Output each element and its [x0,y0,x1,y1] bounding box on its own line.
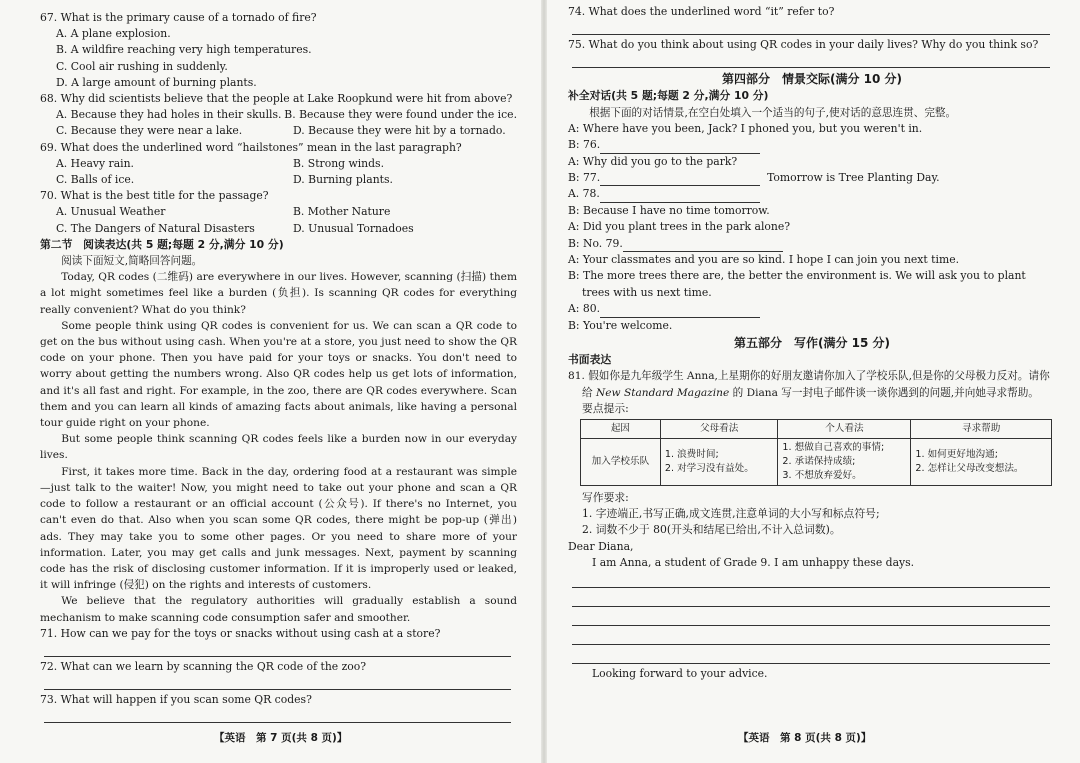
table-header: 起因 [581,419,661,438]
table-header: 寻求帮助 [911,419,1052,438]
question-81: 81. 假如你是九年级学生 Anna,上星期你的好朋友邀请你加入了学校乐队,但是你的父母极力反对。请你给 New Standard Magazine 的 Diana 写一封电子邮件谈一谈你遇到的问题,并向她寻求帮助。 [568,370,1050,399]
writing-line [572,647,1050,664]
part-4-subtitle: 补全对话(共 5 题;每题 2 分,满分 10 分) [568,89,769,103]
question-75: 75. What do you think about using QR codes in your daily lives? Why do you think so? [568,38,1039,52]
closing-sentence: Looking forward to your advice. [592,666,768,680]
option: B. Strong winds. [293,156,385,170]
requirements-label: 写作要求: [582,490,629,504]
answer-line [44,675,511,690]
dialogue-line: A: Your classmates and you are so kind. I hope I can join you next time. [568,253,960,267]
table-cell: 1. 想做自己喜欢的事情; 2. 承诺保持成绩; 3. 不想放弃爱好。 [778,438,911,485]
page-footer: 【英语 第 7 页(共 8 页)】 [214,732,348,744]
part-5-title: 第五部分 写作(满分 15 分) [733,336,891,351]
opening-sentence: I am Anna, a student of Grade 9. I am unhappy these days. [592,555,915,569]
writing-line [572,628,1050,645]
option: A. A plane explosion. [56,27,171,41]
question-71: 71. How can we pay for the toys or snacks without using cash at a store? [40,626,441,640]
option: D. Unusual Tornadoes [293,221,414,235]
answer-blank [623,239,783,252]
option: D. Burning plants. [293,173,393,187]
tips-label: 要点提示: [582,401,629,415]
option-row [40,221,517,237]
passage-paragraph: But some people think scanning QR codes feels like a burden now in our everyday lives. [40,433,517,462]
table-header: 父母看法 [660,419,778,438]
option: C. The Dangers of Natural Disasters [56,221,255,235]
passage-paragraph: We believe that the regulatory authorities will gradually establish a sound mechanism to make scanning code consumption safer and smoother. [40,595,517,624]
option-row [40,123,517,139]
answer-line [44,708,511,723]
part-5-subtitle: 书面表达 [568,353,612,367]
page-footer: 【英语 第 8 页(共 8 页)】 [738,732,872,744]
dialogue-line: B: Because I have no time tomorrow. [568,203,770,217]
question-69: 69. What does the underlined word “hailstones” mean in the last paragraph? [40,140,462,154]
option: B. Because they were found under the ice. [284,108,517,122]
part-4-title: 第四部分 情景交际(满分 10 分) [721,72,903,87]
option: C. Balls of ice. [56,173,135,187]
right-page [552,0,1080,763]
writing-line [572,609,1050,626]
option: C. Cool air rushing in suddenly. [56,59,228,73]
requirement: 1. 字迹端正,书写正确,成文连贯,注意单词的大小写和标点符号; [582,507,880,521]
tips-table [580,419,1052,486]
option: D. Because they were hit by a tornado. [293,124,506,138]
option: B. A wildfire reaching very high temperatures. [56,43,312,57]
passage-paragraph: Today, QR codes (二维码) are everywhere in our lives. However, scanning (扫描) them a lot might sometimes feel like a burden (负担). Is scanning QR codes for everything really convenient? What do you think? [40,271,517,316]
requirement: 2. 词数不少于 80(开头和结尾已给出,不计入总词数)。 [582,523,841,537]
answer-line [572,20,1050,35]
answer-blank [600,173,760,186]
question-73: 73. What will happen if you scan some QR codes? [40,693,312,707]
answer-line [44,642,511,657]
answer-blank [600,190,760,203]
question-72: 72. What can we learn by scanning the QR code of the zoo? [40,659,367,673]
question-68: 68. Why did scientists believe that the people at Lake Roopkund were hit from above? [40,92,513,106]
writing-line [572,571,1050,588]
table-cell: 加入学校乐队 [581,438,661,485]
option: D. A large amount of burning plants. [56,75,257,89]
option-row [40,172,517,188]
dialogue-line: A: Where have you been, Jack? I phoned you, but you weren't in. [568,121,923,135]
option-row [40,204,517,220]
option-row [40,156,517,172]
question-74: 74. What does the underlined word “it” refer to? [568,5,835,18]
answer-line [572,53,1050,68]
option: A. Unusual Weather [56,205,166,219]
option: C. Because they were near a lake. [56,124,243,138]
writing-line [572,590,1050,607]
salutation: Dear Diana, [568,539,634,553]
answer-blank [600,141,760,154]
passage-paragraph: First, it takes more time. Back in the day, ordering food at a restaurant was simple—just talk to the waiter! Now, you might need to take out your phone and scan a QR code to follow a restaurant or an official account (公众号). If there's no Internet, you can't even do that. Also when you scan some QR codes, there might be pop-up (弹出) ads. They may take you to some other pages. Or you need to share more of your information. Later, you may get calls and junk messages. Next, payment by scanning code has the risk of disclosing customer information. If it is improperly used or leaked, it will infringe (侵犯) on the rights and interests of customers. [40,465,517,592]
option: A. Because they had holes in their skulls. [56,108,282,122]
passage-paragraph: Some people think using QR codes is convenient for us. We can scan a QR code to get on the bus without using cash. When you're at a store, you just need to show the QR code on your phone. Then you have paid for your toys or snacks. You don't need to worry about getting the numbers wrong. Also QR codes help us get lots of information, and it's all fast and right. For example, in the zoo, there are QR codes everywhere. Scan them and you can learn all kinds of amazing facts about animals, like having a personal tour guide right on your phone. [40,319,517,430]
dialogue-line: B: No. 79. [568,236,1056,252]
dialogue-line: A: 80. [568,301,1056,317]
dialogue-line: A. 78. [568,186,1056,202]
dialogue-line: B: The more trees there are, the better the environment is. We will ask you to plant trees with us next time. [568,269,1026,299]
question-70: 70. What is the best title for the passage? [40,189,269,203]
option: A. Heavy rain. [56,156,134,170]
part-4-instruction: 根据下面的对话情景,在空白处填入一个适当的句子,使对话的意思连贯、完整。 [589,106,957,119]
answer-blank [600,305,760,318]
table-cell: 1. 浪费时间; 2. 对学习没有益处。 [660,438,778,485]
dialogue-line: B: You're welcome. [568,318,673,332]
dialogue-line: A: Why did you go to the park? [568,154,738,168]
dialogue-line: B: 77. Tomorrow is Tree Planting Day. [568,170,1056,186]
page-fold [541,0,547,763]
section-2-instruction: 阅读下面短文,简略回答问题。 [61,255,203,268]
table-header: 个人看法 [778,419,911,438]
option: B. Mother Nature [293,205,391,219]
dialogue-line: B: 76. [568,137,1056,153]
dialogue-line: A: Did you plant trees in the park alone? [568,220,791,234]
section-2-title: 第二节 阅读表达(共 5 题;每题 2 分,满分 10 分) [40,237,284,251]
question-67: 67. What is the primary cause of a tornado of fire? [40,11,317,24]
left-page [0,0,535,763]
option-row [40,107,517,123]
table-cell: 1. 如何更好地沟通; 2. 怎样让父母改变想法。 [911,438,1052,485]
